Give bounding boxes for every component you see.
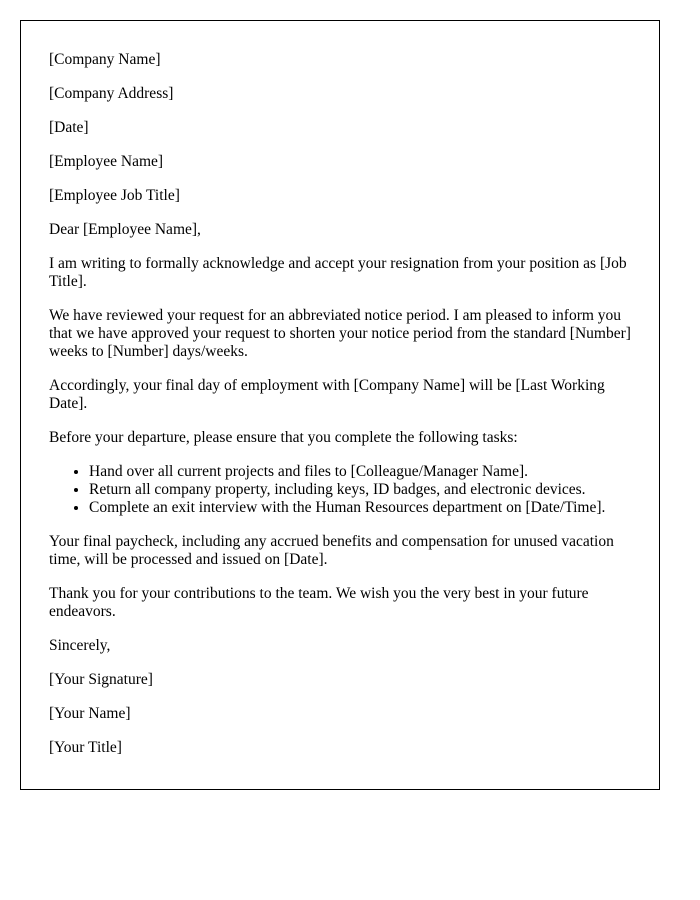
letter-date: [Date] xyxy=(49,119,89,136)
paragraph-notice-period: We have reviewed your request for an abbreviated notice period. I am pleased to inform you that we have approved your request to shorten your notice period from the standard [Number] weeks to [Number] days/weeks. xyxy=(49,307,631,360)
paragraph-tasks-intro: Before your departure, please ensure that you complete the following tasks: xyxy=(49,429,518,446)
task-list xyxy=(49,463,631,517)
list-item: • Complete an exit interview with the Human Resources department on [Date/Time]. xyxy=(89,499,631,517)
company-name: [Company Name] xyxy=(49,51,161,68)
paragraph-acknowledgement: I am writing to formally acknowledge and accept your resignation from your position as [Job Title]. xyxy=(49,255,627,290)
list-item: • Return all company property, including keys, ID badges, and electronic devices. xyxy=(89,481,631,499)
letter-document xyxy=(20,20,660,790)
employee-job-title: [Employee Job Title] xyxy=(49,187,180,204)
employee-name: [Employee Name] xyxy=(49,153,164,170)
sign-off: Sincerely, xyxy=(49,637,111,654)
sender-title: [Your Title] xyxy=(49,739,122,756)
paragraph-final-paycheck: Your final paycheck, including any accrued benefits and compensation for unused vacation time, will be processed and issued on [Date]. xyxy=(49,533,614,568)
salutation: Dear [Employee Name], xyxy=(49,221,201,238)
company-address: [Company Address] xyxy=(49,85,174,102)
paragraph-thanks: Thank you for your contributions to the team. We wish you the very best in your future endeavors. xyxy=(49,585,589,620)
signature: [Your Signature] xyxy=(49,671,153,688)
sender-name: [Your Name] xyxy=(49,705,131,722)
list-item: • Hand over all current projects and files to [Colleague/Manager Name]. xyxy=(89,463,631,481)
paragraph-final-day: Accordingly, your final day of employment with [Company Name] will be [Last Working Date]. xyxy=(49,377,605,412)
